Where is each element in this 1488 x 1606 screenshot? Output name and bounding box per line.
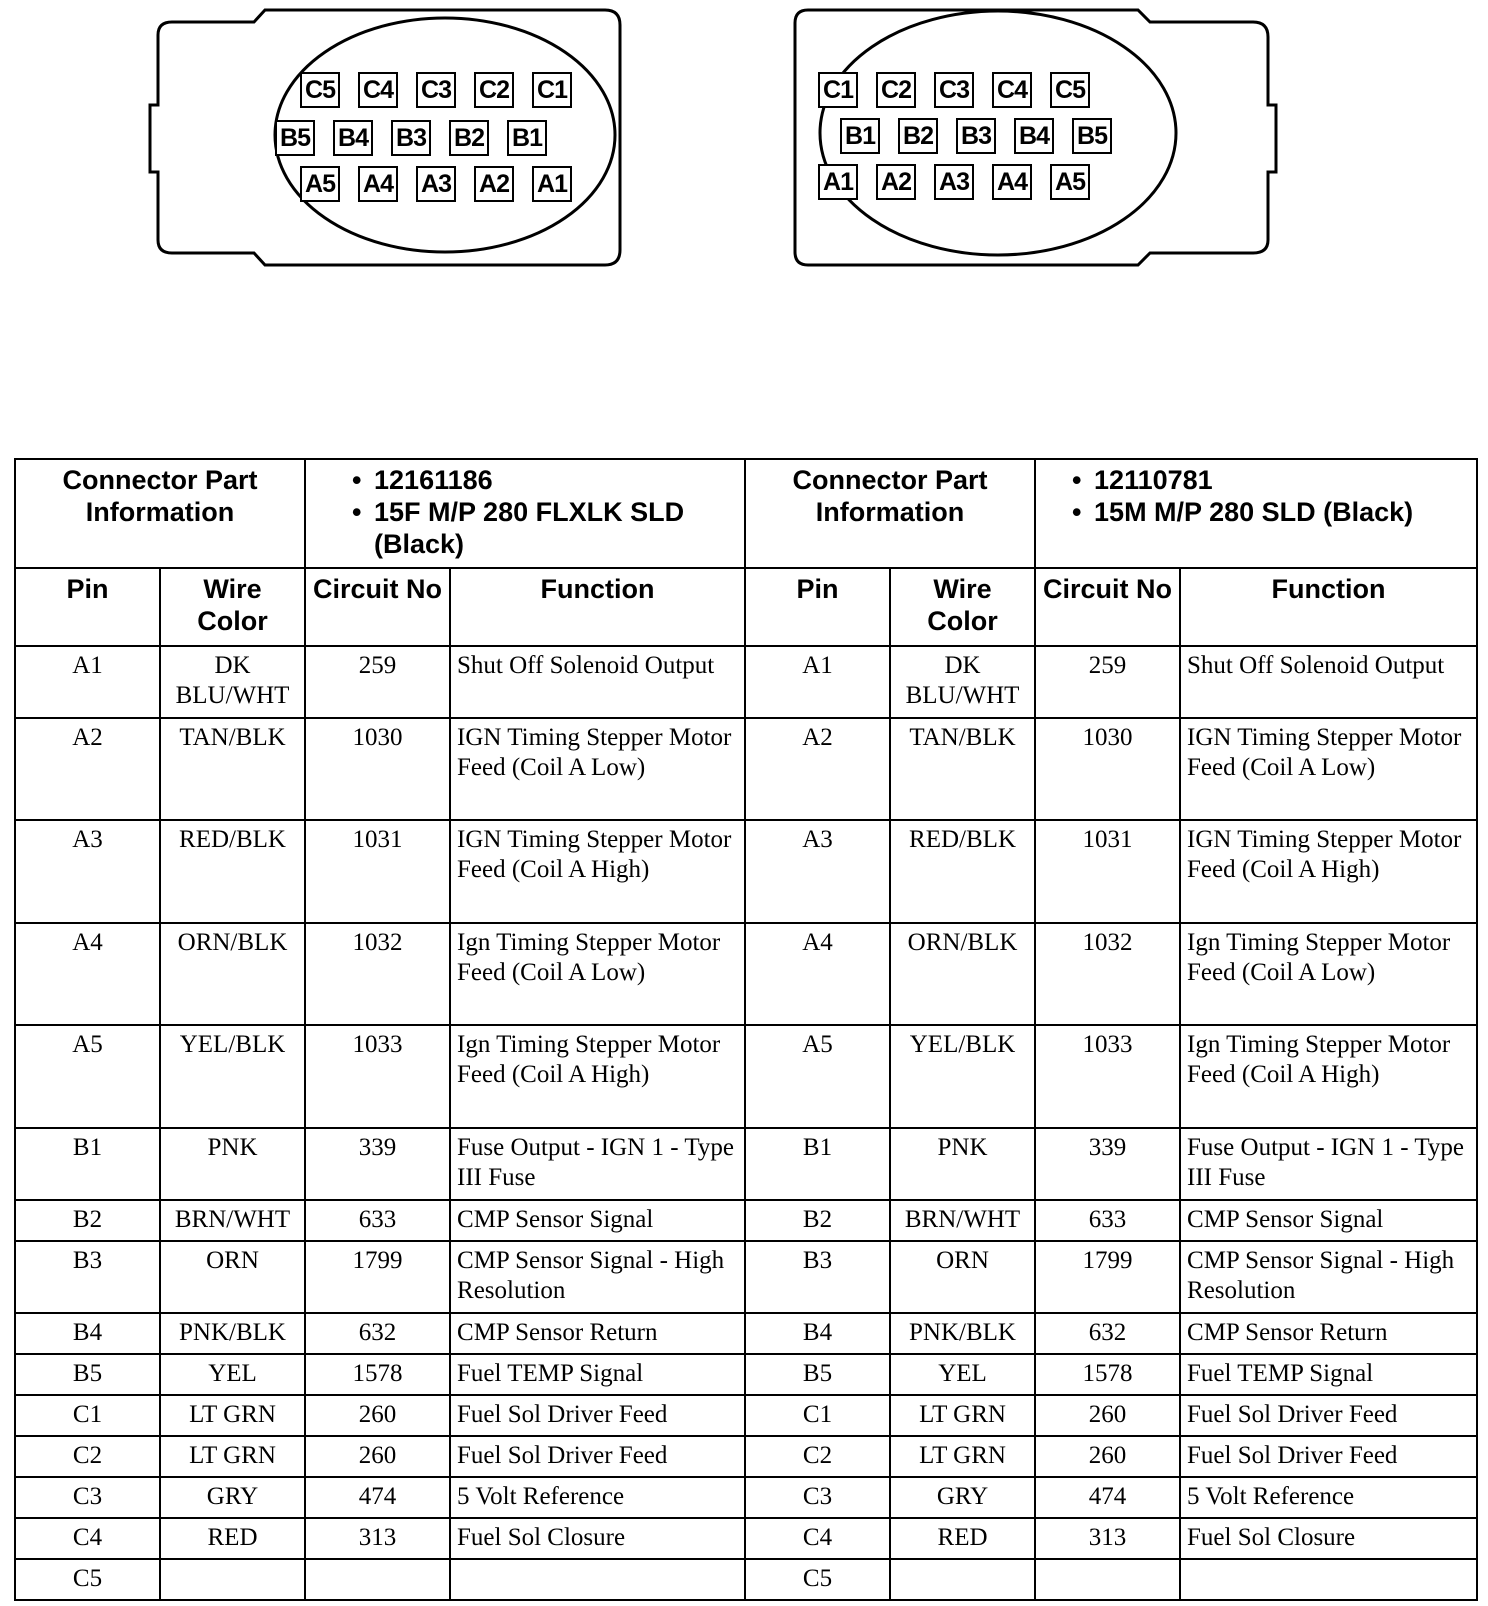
left-wire-cell: BRN/WHT <box>160 1200 305 1241</box>
left-function-cell: IGN Timing Stepper Motor Feed (Coil A High) <box>450 820 745 923</box>
pin-label: C3 <box>939 75 969 104</box>
left-pin-cell: C5 <box>15 1559 160 1600</box>
right-pin-cell: C4 <box>745 1518 890 1559</box>
left-connector-face <box>275 18 615 252</box>
right-function-cell <box>1180 1559 1477 1600</box>
right-circuit-cell <box>1035 1559 1180 1600</box>
right-connector-pin <box>840 118 880 154</box>
left-connector-pin <box>474 72 514 108</box>
pinout-table <box>14 458 1478 1601</box>
pin-label: C4 <box>363 75 393 104</box>
right-wire-cell: TAN/BLK <box>890 718 1035 821</box>
right-function-cell: Ign Timing Stepper Motor Feed (Coil A High) <box>1180 1025 1477 1128</box>
left-connector-pin <box>391 120 431 156</box>
right-part-label: Connector Part Information <box>745 459 1035 568</box>
right-circuit-cell: 1578 <box>1035 1354 1180 1395</box>
left-wire-cell: ORN <box>160 1241 305 1313</box>
left-circuit-cell: 260 <box>305 1395 450 1436</box>
left-function-cell: Fuel Sol Closure <box>450 1518 745 1559</box>
pin-label: C5 <box>305 75 335 104</box>
table-row <box>15 1354 1477 1395</box>
right-circuit-cell: 260 <box>1035 1436 1180 1477</box>
pin-label: B3 <box>396 123 426 152</box>
table-row <box>15 1313 1477 1354</box>
right-pin-cell: A3 <box>745 820 890 923</box>
pin-label: B3 <box>961 121 991 150</box>
right-pin-cell: B4 <box>745 1313 890 1354</box>
left-pin-cell: B3 <box>15 1241 160 1313</box>
left-part-number: • 12161186 <box>352 464 738 496</box>
pin-label: C3 <box>421 75 451 104</box>
right-pin-header: Pin <box>745 568 890 646</box>
right-function-cell: Fuel Sol Driver Feed <box>1180 1436 1477 1477</box>
right-wire-cell: LT GRN <box>890 1436 1035 1477</box>
right-connector-pin <box>818 72 858 108</box>
left-pin-cell: A5 <box>15 1025 160 1128</box>
pin-label: B5 <box>280 123 310 152</box>
right-pin-cell: B5 <box>745 1354 890 1395</box>
right-pin-cell: C2 <box>745 1436 890 1477</box>
right-function-cell: CMP Sensor Signal - High Resolution <box>1180 1241 1477 1313</box>
right-circuit-cell: 339 <box>1035 1128 1180 1200</box>
right-pin-cell: C3 <box>745 1477 890 1518</box>
left-connector-pin <box>300 166 340 202</box>
left-pin-cell: B1 <box>15 1128 160 1200</box>
table-row <box>15 1436 1477 1477</box>
right-function-cell: Fuel Sol Driver Feed <box>1180 1395 1477 1436</box>
pin-label: A3 <box>939 167 969 196</box>
column-header-row <box>15 568 1477 646</box>
right-function-cell: CMP Sensor Signal <box>1180 1200 1477 1241</box>
right-wire-cell: GRY <box>890 1477 1035 1518</box>
right-connector-pin <box>934 72 974 108</box>
left-function-cell: CMP Sensor Signal <box>450 1200 745 1241</box>
pin-label: C1 <box>537 75 567 104</box>
pin-label: B4 <box>1019 121 1049 150</box>
left-pin-cell: A3 <box>15 820 160 923</box>
left-function-cell <box>450 1559 745 1600</box>
pin-label: B1 <box>845 121 875 150</box>
right-connector-pin <box>956 118 996 154</box>
right-part-number: • 12110781 <box>1072 464 1470 496</box>
left-wire-cell: TAN/BLK <box>160 718 305 821</box>
left-pin-cell: A4 <box>15 923 160 1026</box>
table-row <box>15 1025 1477 1128</box>
right-circuit-header: Circuit No <box>1035 568 1180 646</box>
right-pin-cell: B1 <box>745 1128 890 1200</box>
left-wire-cell: PNK/BLK <box>160 1313 305 1354</box>
left-connector-pin <box>358 72 398 108</box>
table-row <box>15 1395 1477 1436</box>
left-circuit-header: Circuit No <box>305 568 450 646</box>
left-connector-pin <box>300 72 340 108</box>
left-function-cell: Fuse Output - IGN 1 - Type III Fuse <box>450 1128 745 1200</box>
left-pin-cell: C1 <box>15 1395 160 1436</box>
table-row <box>15 1200 1477 1241</box>
pin-label: A1 <box>823 167 853 196</box>
right-circuit-cell: 313 <box>1035 1518 1180 1559</box>
left-circuit-cell: 1032 <box>305 923 450 1026</box>
left-connector-pin <box>532 72 572 108</box>
left-wire-cell: RED/BLK <box>160 820 305 923</box>
right-function-cell: Fuel TEMP Signal <box>1180 1354 1477 1395</box>
left-wire-cell: GRY <box>160 1477 305 1518</box>
right-function-cell: 5 Volt Reference <box>1180 1477 1477 1518</box>
right-connector-pin <box>934 164 974 200</box>
pin-label: C5 <box>1055 75 1085 104</box>
left-pin-cell: A2 <box>15 718 160 821</box>
right-connector-pin <box>876 164 916 200</box>
right-wire-cell: LT GRN <box>890 1395 1035 1436</box>
left-function-cell: Fuel Sol Driver Feed <box>450 1436 745 1477</box>
table-row <box>15 1128 1477 1200</box>
pin-label: B5 <box>1077 121 1107 150</box>
right-function-cell: IGN Timing Stepper Motor Feed (Coil A High) <box>1180 820 1477 923</box>
right-circuit-cell: 259 <box>1035 646 1180 718</box>
right-circuit-cell: 1030 <box>1035 718 1180 821</box>
pin-label: B4 <box>338 123 368 152</box>
right-function-cell: CMP Sensor Return <box>1180 1313 1477 1354</box>
left-wire-cell: DK BLU/WHT <box>160 646 305 718</box>
right-circuit-cell: 1032 <box>1035 923 1180 1026</box>
left-circuit-cell <box>305 1559 450 1600</box>
right-wire-cell: YEL/BLK <box>890 1025 1035 1128</box>
left-wire-cell: RED <box>160 1518 305 1559</box>
table-row <box>15 1518 1477 1559</box>
table-row <box>15 1241 1477 1313</box>
pin-label: C4 <box>997 75 1027 104</box>
pin-label: C2 <box>881 75 911 104</box>
table-row <box>15 1559 1477 1600</box>
left-circuit-cell: 1033 <box>305 1025 450 1128</box>
left-connector-pin <box>333 120 373 156</box>
right-wire-cell: RED/BLK <box>890 820 1035 923</box>
left-connector-pin <box>507 120 547 156</box>
left-pin-cell: B4 <box>15 1313 160 1354</box>
pin-label: A4 <box>363 169 393 198</box>
right-circuit-cell: 1031 <box>1035 820 1180 923</box>
left-function-cell: Fuel TEMP Signal <box>450 1354 745 1395</box>
left-pin-cell: C3 <box>15 1477 160 1518</box>
left-function-cell: CMP Sensor Return <box>450 1313 745 1354</box>
right-connector-pin <box>1050 72 1090 108</box>
right-pin-cell: C1 <box>745 1395 890 1436</box>
left-connector-pin <box>416 166 456 202</box>
table-row <box>15 718 1477 821</box>
left-circuit-cell: 632 <box>305 1313 450 1354</box>
pin-label: A2 <box>881 167 911 196</box>
right-connector-pin <box>1014 118 1054 154</box>
pin-label: A2 <box>479 169 509 198</box>
right-function-cell: Fuel Sol Closure <box>1180 1518 1477 1559</box>
left-wire-cell: YEL <box>160 1354 305 1395</box>
right-pin-cell: A4 <box>745 923 890 1026</box>
part-info-row <box>15 459 1477 568</box>
left-pin-header: Pin <box>15 568 160 646</box>
left-wire-header: Wire Color <box>160 568 305 646</box>
right-circuit-cell: 260 <box>1035 1395 1180 1436</box>
right-wire-cell: DK BLU/WHT <box>890 646 1035 718</box>
pin-label: B1 <box>512 123 542 152</box>
right-wire-cell: RED <box>890 1518 1035 1559</box>
right-pin-cell: A1 <box>745 646 890 718</box>
left-circuit-cell: 260 <box>305 1436 450 1477</box>
right-circuit-cell: 1033 <box>1035 1025 1180 1128</box>
left-pin-cell: C2 <box>15 1436 160 1477</box>
left-circuit-cell: 1578 <box>305 1354 450 1395</box>
left-wire-cell: YEL/BLK <box>160 1025 305 1128</box>
right-pin-cell: B3 <box>745 1241 890 1313</box>
pin-label: A4 <box>997 167 1027 196</box>
right-function-header: Function <box>1180 568 1477 646</box>
right-circuit-cell: 632 <box>1035 1313 1180 1354</box>
left-wire-cell: LT GRN <box>160 1395 305 1436</box>
left-circuit-cell: 1031 <box>305 820 450 923</box>
table-row <box>15 646 1477 718</box>
right-pin-cell: A2 <box>745 718 890 821</box>
right-circuit-cell: 633 <box>1035 1200 1180 1241</box>
left-connector-pin <box>474 166 514 202</box>
left-wire-cell: LT GRN <box>160 1436 305 1477</box>
left-circuit-cell: 259 <box>305 646 450 718</box>
left-circuit-cell: 633 <box>305 1200 450 1241</box>
right-connector-pin <box>1072 118 1112 154</box>
left-part-label: Connector Part Information <box>15 459 305 568</box>
left-function-cell: 5 Volt Reference <box>450 1477 745 1518</box>
table-row <box>15 1477 1477 1518</box>
right-circuit-cell: 1799 <box>1035 1241 1180 1313</box>
right-wire-header: Wire Color <box>890 568 1035 646</box>
left-function-cell: Ign Timing Stepper Motor Feed (Coil A Low) <box>450 923 745 1026</box>
pin-label: A1 <box>537 169 567 198</box>
pin-label: C2 <box>479 75 509 104</box>
right-pin-cell: B2 <box>745 1200 890 1241</box>
left-connector-pin <box>275 120 315 156</box>
right-connector-pin <box>876 72 916 108</box>
left-function-cell: Ign Timing Stepper Motor Feed (Coil A High) <box>450 1025 745 1128</box>
pin-label: B2 <box>454 123 484 152</box>
left-part-description: • 15F M/P 280 FLXLK SLD (Black) <box>352 496 738 560</box>
left-wire-cell <box>160 1559 305 1600</box>
left-wire-cell: PNK <box>160 1128 305 1200</box>
left-connector-pin <box>449 120 489 156</box>
left-pin-cell: B5 <box>15 1354 160 1395</box>
right-connector-pin <box>818 164 858 200</box>
left-connector-pin <box>532 166 572 202</box>
left-circuit-cell: 339 <box>305 1128 450 1200</box>
right-function-cell: Fuse Output - IGN 1 - Type III Fuse <box>1180 1128 1477 1200</box>
right-circuit-cell: 474 <box>1035 1477 1180 1518</box>
pin-label: A5 <box>305 169 335 198</box>
right-connector-pin <box>992 164 1032 200</box>
left-pin-cell: B2 <box>15 1200 160 1241</box>
right-connector-pin <box>898 118 938 154</box>
pin-label: A5 <box>1055 167 1085 196</box>
left-connector-pin <box>416 72 456 108</box>
left-circuit-cell: 1799 <box>305 1241 450 1313</box>
pin-label: C1 <box>823 75 853 104</box>
left-pin-cell: C4 <box>15 1518 160 1559</box>
right-wire-cell: PNK/BLK <box>890 1313 1035 1354</box>
left-wire-cell: ORN/BLK <box>160 923 305 1026</box>
right-wire-cell <box>890 1559 1035 1600</box>
pin-label: A3 <box>421 169 451 198</box>
right-function-cell: Shut Off Solenoid Output <box>1180 646 1477 718</box>
right-part-description: • 15M M/P 280 SLD (Black) <box>1072 496 1470 528</box>
right-wire-cell: BRN/WHT <box>890 1200 1035 1241</box>
left-function-cell: IGN Timing Stepper Motor Feed (Coil A Low) <box>450 718 745 821</box>
connector-diagrams <box>0 0 1488 300</box>
right-pin-cell: A5 <box>745 1025 890 1128</box>
left-circuit-cell: 474 <box>305 1477 450 1518</box>
left-pin-cell: A1 <box>15 646 160 718</box>
right-function-cell: IGN Timing Stepper Motor Feed (Coil A Low) <box>1180 718 1477 821</box>
left-circuit-cell: 1030 <box>305 718 450 821</box>
left-part-items <box>305 459 745 568</box>
right-wire-cell: ORN/BLK <box>890 923 1035 1026</box>
right-wire-cell: PNK <box>890 1128 1035 1200</box>
pin-label: B2 <box>903 121 933 150</box>
left-connector-pin <box>358 166 398 202</box>
left-function-cell: Shut Off Solenoid Output <box>450 646 745 718</box>
right-part-items <box>1035 459 1477 568</box>
left-function-header: Function <box>450 568 745 646</box>
right-connector-pin <box>1050 164 1090 200</box>
left-function-cell: Fuel Sol Driver Feed <box>450 1395 745 1436</box>
right-wire-cell: ORN <box>890 1241 1035 1313</box>
right-pin-cell: C5 <box>745 1559 890 1600</box>
table-row <box>15 820 1477 923</box>
right-wire-cell: YEL <box>890 1354 1035 1395</box>
right-function-cell: Ign Timing Stepper Motor Feed (Coil A Low) <box>1180 923 1477 1026</box>
left-circuit-cell: 313 <box>305 1518 450 1559</box>
right-connector-pin <box>992 72 1032 108</box>
left-function-cell: CMP Sensor Signal - High Resolution <box>450 1241 745 1313</box>
table-row <box>15 923 1477 1026</box>
connector-outlines <box>0 0 1488 300</box>
